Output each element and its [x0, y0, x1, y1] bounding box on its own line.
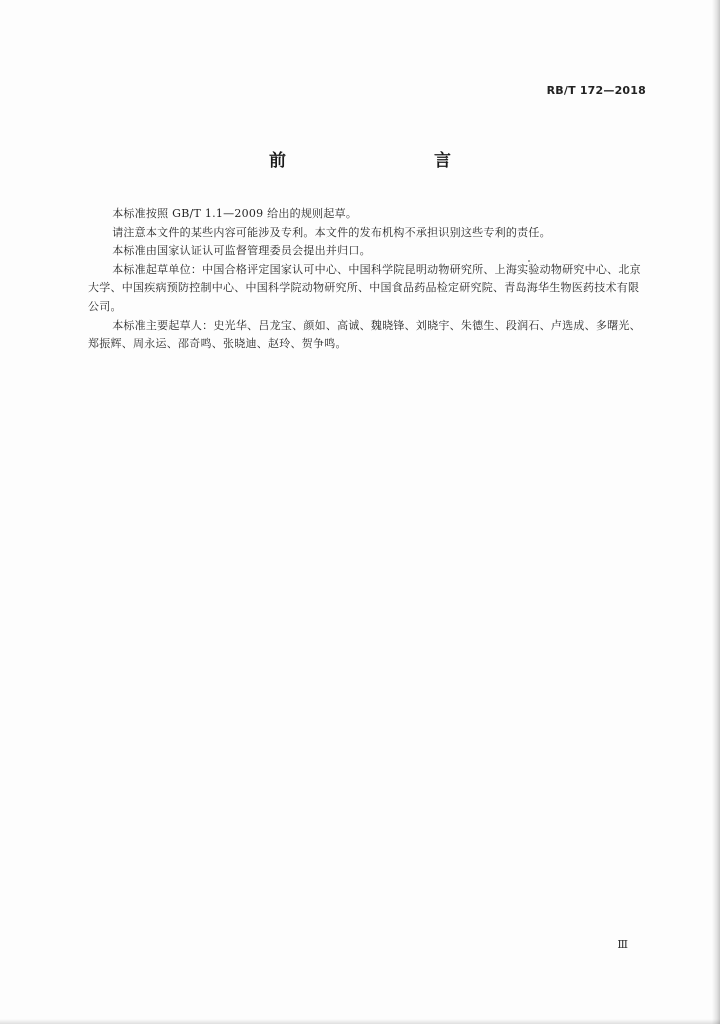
page-title: 前 言 [269, 151, 489, 171]
paragraph-drafting-rules: 本标准按照 GB/T 1.1—2009 给出的规则起草。 [112, 207, 358, 220]
standard-code: RB/T 172—2018 [546, 84, 646, 97]
paragraph-proposer: 本标准由国家认证认可监督管理委员会提出并归口。 [112, 244, 371, 258]
scan-speck [528, 260, 530, 262]
foreword-body [88, 205, 648, 354]
page-bottom-shadow [0, 1019, 720, 1024]
paragraph-drafting-units: 本标准起草单位：中国合格评定国家认可中心、中国科学院昆明动物研究所、上海实验动物研究中心、北京大学、中国疾病预防控制中心、中国科学院动物研究所、中国食品药品检定研究院、青岛海华生物医药技术有限公司。 [88, 262, 641, 313]
page-number: Ⅲ [617, 938, 628, 951]
paragraph-drafters: 本标准主要起草人：史光华、吕龙宝、颜如、高诚、魏晓锋、刘晓宇、朱德生、段润石、卢选成、多曙光、郑振辉、周永运、邵奇鸣、张晓迪、赵玲、贺争鸣。 [88, 318, 641, 351]
paragraph-patent-notice: 请注意本文件的某些内容可能涉及专利。本文件的发布机构不承担识别这些专利的责任。 [112, 225, 551, 239]
